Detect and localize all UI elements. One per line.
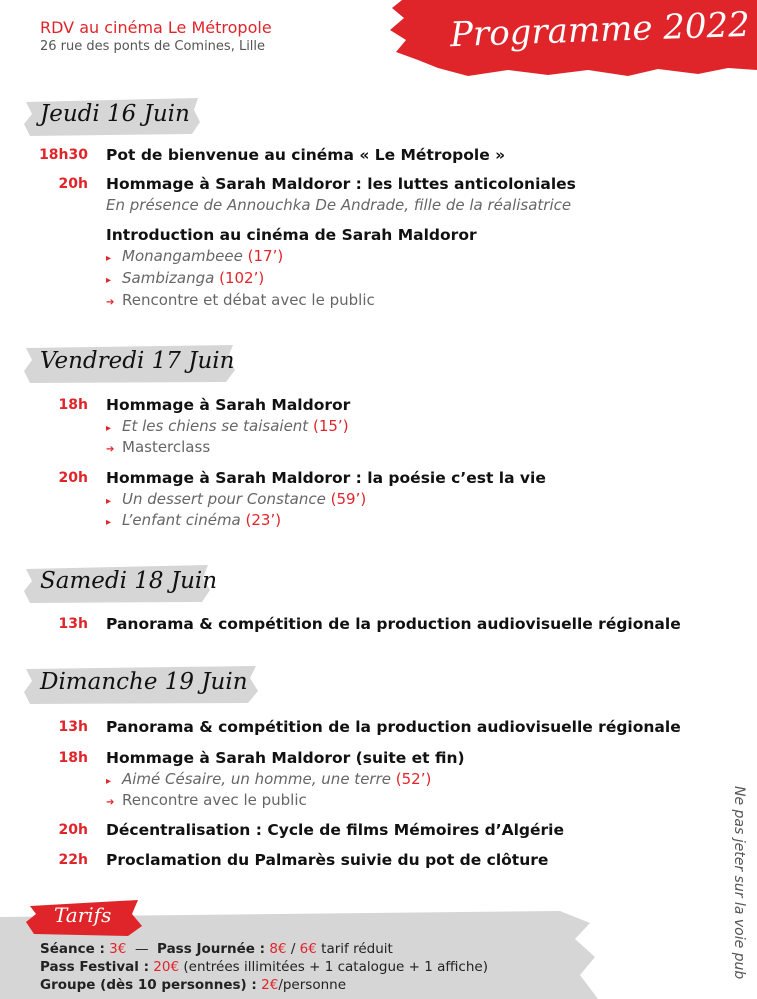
triangle-bullet-icon: ▸ <box>106 496 112 507</box>
triangle-bullet-icon: ▸ <box>106 776 112 787</box>
event-subtitle: En présence de Annouchka De Andrade, fille de la réalisatrice <box>106 196 572 214</box>
triangle-bullet-icon: ▸ <box>106 423 112 434</box>
film-duration: (52’) <box>395 770 432 788</box>
film-title: L’enfant cinéma <box>122 511 241 529</box>
event-time: 13h <box>58 616 88 632</box>
price-note: /personne <box>278 977 346 993</box>
activity-item <box>106 437 210 460</box>
programme-title: Programme 2022 <box>449 4 751 56</box>
film-title: Un dessert pour Constance <box>122 490 326 508</box>
event-title: Panorama & compétition de la production audiovisuelle régionale <box>106 718 681 736</box>
film-item <box>106 246 283 269</box>
film-duration: (17’) <box>247 247 284 265</box>
price-note: (entrées illimitées + 1 catalogue + 1 affiche) <box>183 959 488 975</box>
day-heading-vendredi <box>22 343 237 385</box>
film-title: Monangambeee <box>122 247 243 265</box>
film-item <box>106 769 431 792</box>
programme-banner <box>388 0 757 80</box>
event-time: 18h <box>58 750 88 766</box>
day-heading-dimanche <box>22 664 260 706</box>
triangle-bullet-icon: ▸ <box>106 253 112 264</box>
event-title: Pot de bienvenue au cinéma « Le Métropole » <box>106 146 506 164</box>
price-line-pass-festival <box>40 958 488 976</box>
tarifs-label: Tarifs <box>54 903 112 927</box>
event-title: Hommage à Sarah Maldoror <box>106 396 351 414</box>
film-title: Et les chiens se taisaient <box>122 417 309 435</box>
separator: — <box>134 941 149 957</box>
arrow-bullet-icon: ➔ <box>106 797 115 808</box>
event-time: 20h <box>58 470 88 486</box>
day-label: Samedi 18 Juin <box>40 568 218 594</box>
event-title: Panorama & compétition de la production audiovisuelle régionale <box>106 615 681 633</box>
event-time: 22h <box>58 852 88 868</box>
film-title: Sambizanga <box>122 269 215 287</box>
venue-info <box>40 18 272 55</box>
day-label: Jeudi 16 Juin <box>40 101 190 127</box>
event-title: Hommage à Sarah Maldoror : les luttes anticoloniales <box>106 175 576 193</box>
event-title: Proclamation du Palmarès suivie du pot de clôture <box>106 851 549 869</box>
price-value: 8€ <box>269 941 287 957</box>
arrow-bullet-icon: ➔ <box>106 297 115 308</box>
activity-text: Rencontre et débat avec le public <box>122 291 375 309</box>
film-item <box>106 489 366 512</box>
film-duration: (15’) <box>312 417 349 435</box>
price-line-groupe <box>40 976 346 994</box>
event-title: Hommage à Sarah Maldoror : la poésie c’est la vie <box>106 469 546 487</box>
film-item <box>106 268 264 291</box>
side-note: Ne pas jeter sur la voie pub <box>731 786 747 980</box>
film-title: Aimé Césaire, un homme, une terre <box>122 770 391 788</box>
separator: / <box>290 941 296 957</box>
activity-text: Rencontre avec le public <box>122 791 307 809</box>
tarifs-badge <box>24 898 144 938</box>
price-label: Groupe (dès 10 personnes) : <box>40 977 257 993</box>
venue-name: RDV au cinéma Le Métropole <box>40 18 272 37</box>
film-item <box>106 416 349 439</box>
triangle-bullet-icon: ▸ <box>106 517 112 528</box>
event-title: Hommage à Sarah Maldoror (suite et fin) <box>106 749 465 767</box>
day-label: Dimanche 19 Juin <box>40 669 248 695</box>
day-heading-samedi <box>22 563 218 605</box>
price-label: Pass Journée : <box>157 941 266 957</box>
event-title: Introduction au cinéma de Sarah Maldoror <box>106 226 477 244</box>
arrow-bullet-icon: ➔ <box>106 444 115 455</box>
triangle-bullet-icon: ▸ <box>106 275 112 286</box>
price-label: Pass Festival : <box>40 959 149 975</box>
activity-item <box>106 290 375 313</box>
day-heading-jeudi <box>22 96 202 138</box>
price-label: Séance : <box>40 941 105 957</box>
film-duration: (102’) <box>219 269 265 287</box>
price-value: 20€ <box>153 959 180 975</box>
venue-address: 26 rue des ponts de Comines, Lille <box>40 39 266 54</box>
activity-text: Masterclass <box>122 438 211 456</box>
price-note: tarif réduit <box>321 941 393 957</box>
day-label: Vendredi 17 Juin <box>40 348 235 374</box>
film-item <box>106 510 281 533</box>
price-line-seance <box>40 940 393 958</box>
price-value: 2€ <box>261 977 279 993</box>
price-value: 6€ <box>299 941 317 957</box>
activity-item <box>106 790 307 813</box>
price-value: 3€ <box>109 941 127 957</box>
event-title: Décentralisation : Cycle de films Mémoires d’Algérie <box>106 821 564 839</box>
film-duration: (23’) <box>245 511 282 529</box>
event-time: 18h <box>58 397 88 413</box>
event-time: 18h30 <box>39 147 88 163</box>
film-duration: (59’) <box>330 490 367 508</box>
event-time: 20h <box>58 822 88 838</box>
event-time: 13h <box>58 719 88 735</box>
event-time: 20h <box>58 176 88 192</box>
